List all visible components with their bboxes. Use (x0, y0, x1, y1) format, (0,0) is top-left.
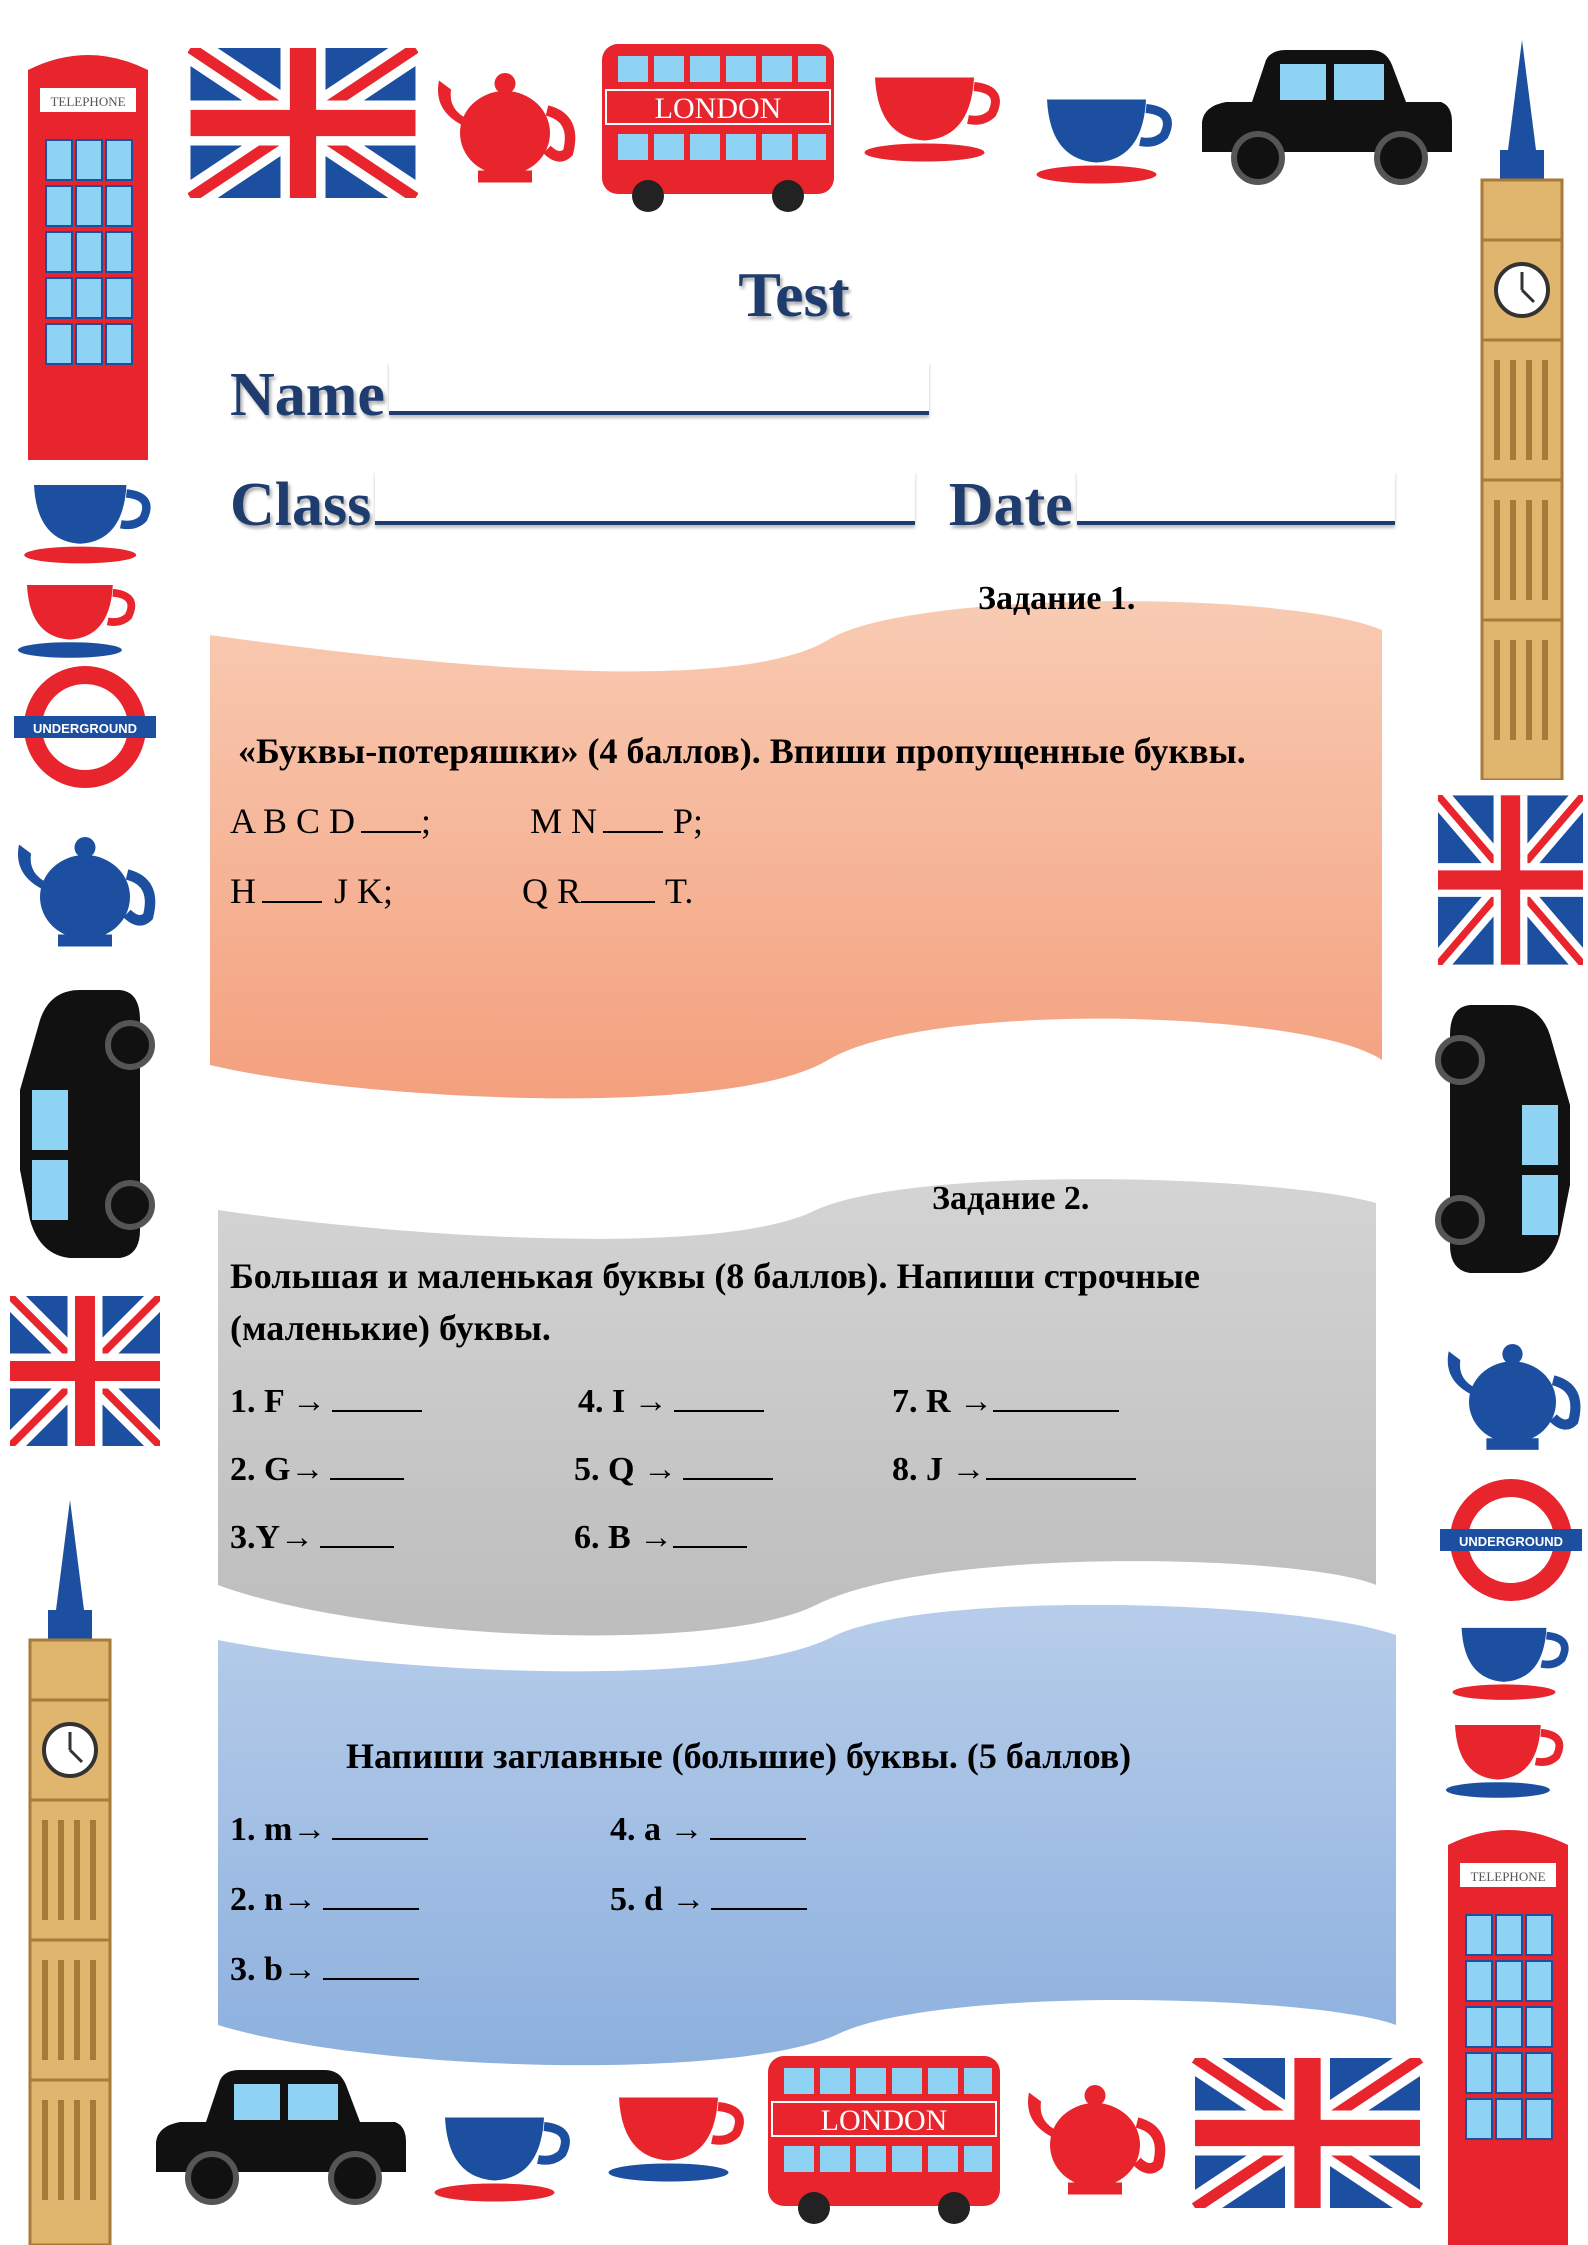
answer-blank[interactable] (674, 1380, 764, 1412)
class-field[interactable] (375, 471, 915, 525)
task1-instruction: «Буквы-потеряшки» (4 баллов). Впиши пропущенные буквы. (238, 731, 1246, 771)
teacup-icon (1032, 82, 1182, 192)
task1-line2b (522, 870, 693, 912)
task1-line2 (230, 870, 393, 912)
big-ben-icon (10, 1500, 130, 2245)
task1-seq-end: T. (665, 871, 694, 911)
teapot-icon (430, 48, 580, 188)
task1-seq-end: ; (421, 801, 432, 841)
underground-sign-label: UNDERGROUND (33, 721, 137, 736)
black-taxi-icon (150, 2060, 410, 2210)
underground-sign-icon (1436, 1475, 1586, 1605)
teacup-icon (1448, 1615, 1578, 1705)
telephone-box-label: TELEPHONE (50, 94, 126, 109)
task3-item: 3. b→ (230, 1948, 419, 1989)
answer-blank[interactable] (993, 1380, 1119, 1412)
task1-seq-end: J K; (334, 871, 394, 911)
answer-blank[interactable] (683, 1448, 773, 1480)
telephone-box-icon (18, 40, 158, 460)
answer-blank[interactable] (711, 1878, 807, 1910)
task2-item: 8. J → (892, 1448, 1136, 1489)
black-taxi-icon (10, 980, 160, 1270)
date-field[interactable] (1077, 471, 1395, 525)
task3-item: 1. m→ (230, 1808, 428, 1849)
answer-blank[interactable] (673, 1516, 747, 1548)
task2-instruction-line2: (маленькие) буквы. (230, 1308, 551, 1348)
answer-blank[interactable] (361, 801, 421, 833)
answer-blank[interactable] (330, 1448, 404, 1480)
answer-blank[interactable] (603, 801, 663, 833)
teacup-icon (860, 60, 1010, 170)
task2-item: 3.Y→ (230, 1516, 394, 1557)
task3-item: 5. d → (610, 1878, 807, 1919)
task2-item: 7. R → (892, 1380, 1119, 1421)
black-taxi-icon (1196, 40, 1456, 190)
teapot-icon (10, 812, 160, 952)
teapot-icon (1020, 2060, 1170, 2200)
big-ben-icon (1462, 40, 1582, 780)
answer-blank[interactable] (262, 871, 322, 903)
answer-blank[interactable] (323, 1878, 419, 1910)
underground-sign-icon (10, 662, 160, 792)
london-bus-icon (598, 38, 838, 218)
class-date-row (230, 470, 1395, 541)
task1-seq-qr: Q R (522, 871, 582, 911)
teacup-icon (430, 2100, 580, 2210)
telephone-box-icon (1438, 1815, 1578, 2245)
teapot-icon (1440, 1320, 1585, 1455)
task1-heading: Задание 1. (978, 580, 1136, 617)
task3-item: 2. n→ (230, 1878, 419, 1919)
task1-banner (208, 580, 1384, 1105)
answer-blank[interactable] (332, 1808, 428, 1840)
name-row (230, 360, 929, 431)
task3-item: 4. a → (610, 1808, 806, 1849)
date-label: Date (948, 471, 1073, 539)
teacup-icon (14, 570, 144, 665)
task2-item: 4. I → (578, 1380, 764, 1421)
black-taxi-icon (1430, 995, 1580, 1285)
answer-blank[interactable] (332, 1380, 422, 1412)
telephone-box-label: TELEPHONE (1470, 1869, 1546, 1884)
task2-item: 6. B → (574, 1516, 747, 1557)
answer-blank[interactable] (581, 871, 655, 903)
answer-blank[interactable] (710, 1808, 806, 1840)
name-label: Name (230, 361, 385, 429)
task2-instruction-line1: Большая и маленькая буквы (8 баллов). Напиши строчные (230, 1256, 1201, 1296)
task1-seq-h: H (230, 871, 256, 911)
task1-seq-end: P; (673, 801, 704, 841)
union-flag-icon (188, 48, 418, 198)
answer-blank[interactable] (323, 1948, 419, 1980)
bus-destination-label: LONDON (654, 92, 782, 125)
union-flag-icon (10, 1296, 160, 1446)
task1-line1 (230, 800, 431, 842)
task1-line1b (530, 800, 703, 842)
underground-sign-label: UNDERGROUND (1459, 1534, 1563, 1549)
teacup-icon (20, 470, 160, 570)
page-title: Test (738, 259, 850, 330)
teacup-icon (1442, 1710, 1572, 1805)
task2-item: 2. G→ (230, 1448, 404, 1489)
task2-item: 1. F → (230, 1380, 422, 1421)
task2-item: 5. Q → (574, 1448, 773, 1489)
union-flag-icon (1438, 795, 1583, 965)
teacup-icon (604, 2080, 754, 2190)
bus-destination-label: LONDON (820, 2104, 948, 2137)
union-flag-icon (1190, 2058, 1425, 2208)
class-label: Class (230, 471, 372, 539)
task2-heading: Задание 2. (932, 1180, 1090, 1217)
task1-seq-abcd: A B C D (230, 801, 356, 841)
name-field[interactable] (389, 361, 929, 415)
answer-blank[interactable] (986, 1448, 1136, 1480)
task1-seq-mn: M N (530, 801, 598, 841)
task3-instruction: Напиши заглавные (большие) буквы. (5 баллов) (346, 1736, 1132, 1776)
answer-blank[interactable] (320, 1516, 394, 1548)
